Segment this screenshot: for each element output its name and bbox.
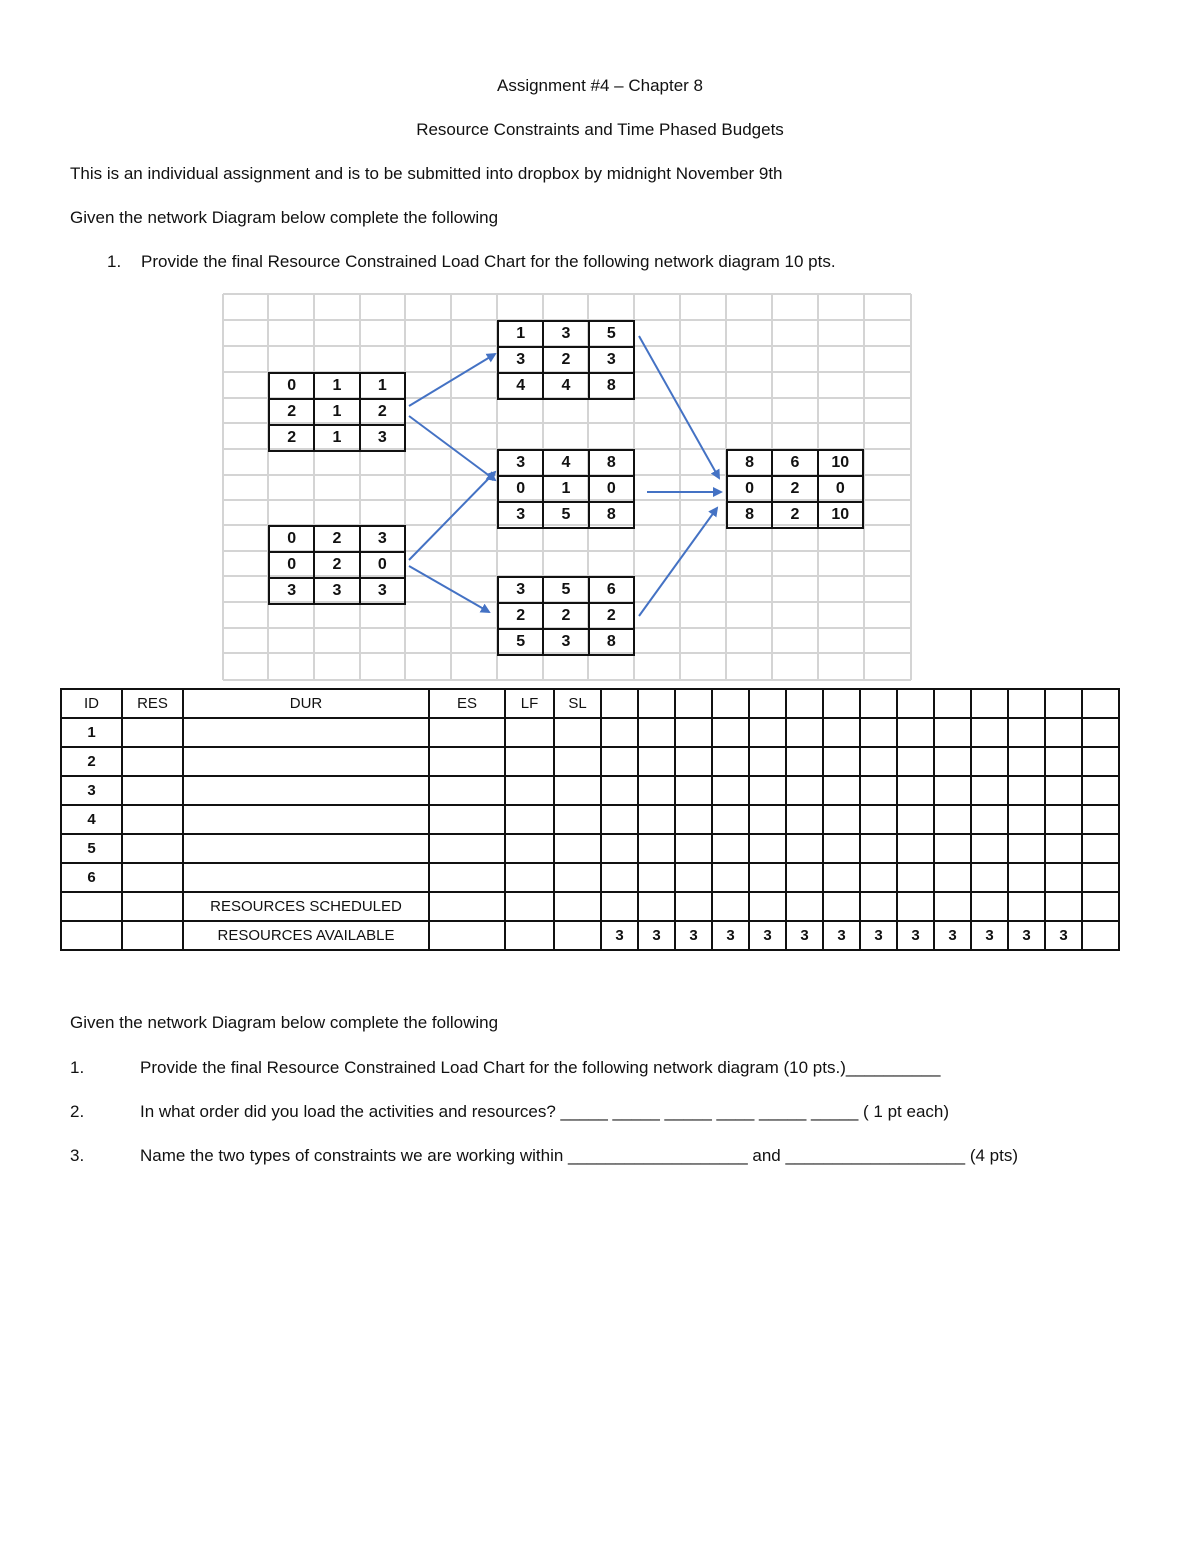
node-cell: 1 — [360, 373, 405, 399]
chart-cell — [1045, 892, 1082, 921]
table-row — [61, 747, 1119, 776]
node-cell: 2 — [543, 603, 588, 629]
chart-cell — [601, 776, 638, 805]
intro-text: Given the network Diagram below complete the following — [70, 208, 499, 227]
chart-cell — [601, 805, 638, 834]
chart-cell — [675, 834, 712, 863]
node-cell: 2 — [314, 526, 359, 552]
chart-cell — [122, 776, 183, 805]
node-cell: 4 — [543, 450, 588, 476]
node-cell: 6 — [772, 450, 817, 476]
chart-cell — [429, 805, 505, 834]
chart-cell — [183, 776, 429, 805]
chart-cell — [1082, 718, 1119, 747]
node-cell: 0 — [498, 476, 543, 502]
chart-cell — [554, 747, 601, 776]
available-value: 3 — [934, 921, 971, 950]
chart-row-id: 3 — [61, 776, 122, 805]
node-cell: 8 — [727, 502, 772, 528]
section2-question-number: 3. — [70, 1146, 85, 1165]
chart-cell — [749, 892, 786, 921]
chart-cell — [1045, 863, 1082, 892]
chart-cell — [1045, 834, 1082, 863]
chart-cell — [712, 805, 749, 834]
chart-row-id: 1 — [61, 718, 122, 747]
available-value: 3 — [823, 921, 860, 950]
chart-cell — [675, 689, 712, 718]
chart-cell — [712, 718, 749, 747]
chart-cell — [823, 834, 860, 863]
chart-header-cell: LF — [505, 689, 554, 718]
node-cell: 5 — [543, 502, 588, 528]
chart-cell — [554, 863, 601, 892]
resources-scheduled-row — [61, 892, 1119, 921]
chart-cell — [122, 834, 183, 863]
node-cell: 4 — [543, 373, 588, 399]
available-value: 3 — [897, 921, 934, 950]
node-cell: 0 — [269, 552, 314, 578]
page-title: Assignment #4 – Chapter 8 — [496, 76, 703, 95]
chart-cell — [934, 776, 971, 805]
chart-cell — [183, 863, 429, 892]
chart-header-cell: ES — [429, 689, 505, 718]
chart-cell — [429, 834, 505, 863]
chart-cell — [505, 718, 554, 747]
chart-header-cell: DUR — [183, 689, 429, 718]
node-cell: 3 — [498, 450, 543, 476]
node-cell: 3 — [498, 577, 543, 603]
node-cell: 8 — [589, 502, 634, 528]
chart-cell — [61, 892, 122, 921]
available-value: 3 — [1008, 921, 1045, 950]
chart-cell — [1045, 689, 1082, 718]
node-cell: 5 — [498, 629, 543, 655]
section2-question-text: Provide the final Resource Constrained Load Chart for the following network diagram (10 pts.)__________ — [140, 1058, 941, 1077]
chart-cell — [897, 776, 934, 805]
chart-cell — [505, 805, 554, 834]
chart-cell — [1045, 718, 1082, 747]
chart-cell — [971, 863, 1008, 892]
chart-cell — [934, 892, 971, 921]
chart-cell — [1082, 892, 1119, 921]
chart-header-row — [61, 689, 1119, 718]
chart-cell — [749, 718, 786, 747]
chart-cell — [897, 689, 934, 718]
chart-cell — [601, 747, 638, 776]
chart-cell — [860, 863, 897, 892]
chart-cell — [823, 718, 860, 747]
node-cell: 8 — [589, 629, 634, 655]
node-cell: 3 — [269, 578, 314, 604]
chart-cell — [971, 689, 1008, 718]
chart-cell — [638, 805, 675, 834]
node-cell: 0 — [269, 526, 314, 552]
chart-cell — [1008, 718, 1045, 747]
chart-cell — [122, 718, 183, 747]
question-1-number: 1. — [107, 252, 122, 271]
chart-cell — [823, 747, 860, 776]
chart-cell — [1008, 689, 1045, 718]
node-cell: 3 — [498, 347, 543, 373]
available-value: 3 — [860, 921, 897, 950]
chart-cell — [1008, 892, 1045, 921]
chart-cell — [675, 805, 712, 834]
chart-cell — [860, 805, 897, 834]
chart-cell — [1045, 776, 1082, 805]
chart-cell — [934, 834, 971, 863]
resources-available-label: RESOURCES AVAILABLE — [183, 921, 429, 950]
chart-cell — [712, 776, 749, 805]
chart-cell — [554, 718, 601, 747]
chart-cell — [122, 892, 183, 921]
node-cell: 1 — [314, 425, 359, 451]
chart-cell — [860, 892, 897, 921]
node-cell: 2 — [360, 399, 405, 425]
network-node — [497, 320, 635, 400]
table-row — [61, 863, 1119, 892]
chart-cell — [122, 863, 183, 892]
chart-cell — [183, 747, 429, 776]
network-node — [497, 449, 635, 529]
node-cell: 5 — [589, 321, 634, 347]
chart-cell — [971, 805, 1008, 834]
chart-cell — [823, 805, 860, 834]
chart-cell — [786, 776, 823, 805]
chart-cell — [554, 776, 601, 805]
page-subtitle: Resource Constraints and Time Phased Budgets — [416, 120, 784, 139]
chart-cell — [897, 863, 934, 892]
available-value: 3 — [749, 921, 786, 950]
chart-cell — [429, 863, 505, 892]
chart-header-cell: ID — [61, 689, 122, 718]
chart-cell — [601, 863, 638, 892]
chart-cell — [1008, 863, 1045, 892]
section2-intro: Given the network Diagram below complete the following — [70, 1013, 499, 1032]
node-cell: 3 — [543, 629, 588, 655]
node-cell: 0 — [727, 476, 772, 502]
chart-row-id: 5 — [61, 834, 122, 863]
chart-cell — [860, 689, 897, 718]
node-cell: 8 — [727, 450, 772, 476]
chart-cell — [897, 834, 934, 863]
chart-cell — [897, 747, 934, 776]
node-cell: 2 — [269, 425, 314, 451]
chart-cell — [554, 921, 601, 950]
chart-cell — [429, 776, 505, 805]
node-cell: 8 — [589, 450, 634, 476]
node-cell: 2 — [772, 476, 817, 502]
chart-cell — [601, 892, 638, 921]
table-row — [61, 805, 1119, 834]
chart-header-cell: SL — [554, 689, 601, 718]
chart-cell — [1082, 863, 1119, 892]
chart-cell — [429, 747, 505, 776]
node-cell: 3 — [360, 578, 405, 604]
chart-cell — [897, 718, 934, 747]
node-cell: 3 — [589, 347, 634, 373]
chart-cell — [1008, 834, 1045, 863]
network-node — [726, 449, 864, 529]
chart-cell — [429, 921, 505, 950]
available-value: 3 — [786, 921, 823, 950]
node-cell: 2 — [498, 603, 543, 629]
chart-cell — [638, 689, 675, 718]
chart-cell — [675, 747, 712, 776]
available-value: 3 — [971, 921, 1008, 950]
section2-question-number: 1. — [70, 1058, 85, 1077]
instruction-text: This is an individual assignment and is to be submitted into dropbox by midnight November 9th — [70, 164, 783, 183]
available-value: 3 — [1045, 921, 1082, 950]
chart-cell — [934, 747, 971, 776]
node-cell: 4 — [498, 373, 543, 399]
node-cell: 10 — [818, 502, 863, 528]
section2-question-text: In what order did you load the activities and resources? _____ _____ _____ ____ _____ _____ ( 1 pt each) — [140, 1102, 950, 1121]
network-node — [497, 576, 635, 656]
node-cell: 0 — [360, 552, 405, 578]
chart-cell — [823, 776, 860, 805]
chart-cell — [971, 776, 1008, 805]
chart-cell — [934, 689, 971, 718]
available-value: 3 — [675, 921, 712, 950]
chart-row-id: 4 — [61, 805, 122, 834]
chart-cell — [1082, 921, 1119, 950]
node-cell: 2 — [772, 502, 817, 528]
chart-cell — [749, 747, 786, 776]
resources-scheduled-label: RESOURCES SCHEDULED — [183, 892, 429, 921]
network-node — [268, 372, 406, 452]
chart-cell — [712, 834, 749, 863]
chart-cell — [429, 892, 505, 921]
network-node — [268, 525, 406, 605]
chart-cell — [971, 747, 1008, 776]
load-chart-table — [60, 688, 1120, 951]
chart-cell — [1008, 805, 1045, 834]
chart-cell — [638, 718, 675, 747]
chart-cell — [554, 834, 601, 863]
chart-cell — [1008, 747, 1045, 776]
chart-cell — [749, 863, 786, 892]
chart-cell — [1045, 805, 1082, 834]
chart-cell — [971, 718, 1008, 747]
node-cell: 8 — [589, 373, 634, 399]
chart-cell — [823, 892, 860, 921]
chart-cell — [934, 805, 971, 834]
chart-cell — [429, 718, 505, 747]
available-value: 3 — [638, 921, 675, 950]
node-cell: 2 — [589, 603, 634, 629]
chart-cell — [934, 718, 971, 747]
chart-cell — [554, 892, 601, 921]
node-cell: 10 — [818, 450, 863, 476]
node-cell: 3 — [543, 321, 588, 347]
chart-cell — [712, 747, 749, 776]
chart-cell — [675, 776, 712, 805]
chart-cell — [971, 892, 1008, 921]
chart-cell — [638, 747, 675, 776]
chart-cell — [1008, 776, 1045, 805]
chart-cell — [601, 689, 638, 718]
node-cell: 1 — [314, 399, 359, 425]
node-cell: 0 — [269, 373, 314, 399]
chart-cell — [786, 747, 823, 776]
chart-cell — [749, 776, 786, 805]
chart-cell — [971, 834, 1008, 863]
chart-row-id: 2 — [61, 747, 122, 776]
node-cell: 5 — [543, 577, 588, 603]
resources-available-row — [61, 921, 1119, 950]
chart-cell — [675, 718, 712, 747]
chart-cell — [749, 689, 786, 718]
table-row — [61, 718, 1119, 747]
chart-cell — [823, 863, 860, 892]
node-cell: 6 — [589, 577, 634, 603]
chart-cell — [638, 776, 675, 805]
chart-cell — [934, 863, 971, 892]
chart-cell — [860, 776, 897, 805]
chart-cell — [505, 863, 554, 892]
chart-cell — [786, 892, 823, 921]
node-cell: 3 — [360, 425, 405, 451]
node-cell: 3 — [360, 526, 405, 552]
chart-cell — [860, 834, 897, 863]
chart-cell — [823, 689, 860, 718]
available-value: 3 — [712, 921, 749, 950]
available-value: 3 — [601, 921, 638, 950]
chart-cell — [860, 747, 897, 776]
chart-cell — [675, 863, 712, 892]
chart-cell — [505, 747, 554, 776]
chart-cell — [675, 892, 712, 921]
node-cell: 2 — [269, 399, 314, 425]
chart-cell — [601, 718, 638, 747]
section2-question-number: 2. — [70, 1102, 85, 1121]
chart-cell — [1082, 834, 1119, 863]
chart-cell — [786, 834, 823, 863]
node-cell: 3 — [314, 578, 359, 604]
chart-header-cell: RES — [122, 689, 183, 718]
chart-cell — [1082, 805, 1119, 834]
chart-cell — [1045, 747, 1082, 776]
chart-cell — [712, 863, 749, 892]
chart-cell — [601, 834, 638, 863]
table-row — [61, 834, 1119, 863]
chart-cell — [122, 747, 183, 776]
chart-cell — [122, 921, 183, 950]
table-row — [61, 776, 1119, 805]
network-diagram — [221, 292, 915, 684]
chart-cell — [786, 718, 823, 747]
node-cell: 2 — [314, 552, 359, 578]
chart-cell — [505, 921, 554, 950]
node-cell: 0 — [589, 476, 634, 502]
chart-row-id: 6 — [61, 863, 122, 892]
chart-cell — [554, 805, 601, 834]
chart-cell — [749, 805, 786, 834]
chart-cell — [712, 892, 749, 921]
chart-cell — [122, 805, 183, 834]
chart-cell — [786, 805, 823, 834]
chart-cell — [749, 834, 786, 863]
chart-cell — [183, 805, 429, 834]
chart-cell — [897, 805, 934, 834]
chart-cell — [505, 834, 554, 863]
chart-cell — [786, 689, 823, 718]
chart-cell — [183, 718, 429, 747]
node-cell: 0 — [818, 476, 863, 502]
section2-question-text: Name the two types of constraints we are working within ___________________ and ___________________ (4 pts) — [140, 1146, 1019, 1165]
chart-cell — [1082, 776, 1119, 805]
node-cell: 1 — [314, 373, 359, 399]
dependency-arrow — [409, 566, 489, 612]
chart-cell — [897, 892, 934, 921]
chart-cell — [183, 834, 429, 863]
chart-cell — [860, 718, 897, 747]
node-cell: 3 — [498, 502, 543, 528]
node-cell: 1 — [543, 476, 588, 502]
chart-cell — [505, 776, 554, 805]
chart-cell — [1082, 747, 1119, 776]
chart-cell — [638, 892, 675, 921]
node-cell: 2 — [543, 347, 588, 373]
chart-cell — [505, 892, 554, 921]
chart-cell — [638, 834, 675, 863]
chart-cell — [786, 863, 823, 892]
chart-cell — [1082, 689, 1119, 718]
chart-cell — [712, 689, 749, 718]
node-cell: 1 — [498, 321, 543, 347]
chart-cell — [61, 921, 122, 950]
question-1-text: Provide the final Resource Constrained Load Chart for the following network diagram 10 pts. — [141, 252, 836, 271]
chart-cell — [638, 863, 675, 892]
